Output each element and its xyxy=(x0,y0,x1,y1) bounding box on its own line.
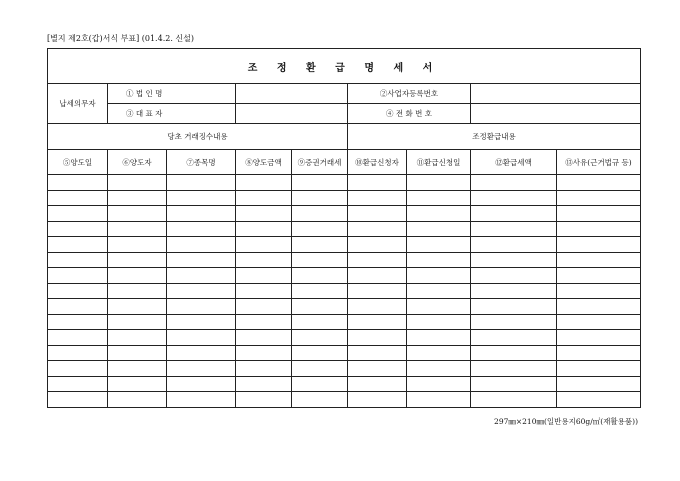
table-cell[interactable] xyxy=(348,345,407,361)
table-cell[interactable] xyxy=(108,175,167,191)
table-cell[interactable] xyxy=(348,299,407,315)
table-cell[interactable] xyxy=(236,299,292,315)
table-cell[interactable] xyxy=(48,221,108,237)
table-cell[interactable] xyxy=(236,268,292,284)
table-cell[interactable] xyxy=(292,206,348,222)
table-cell[interactable] xyxy=(292,392,348,408)
table-cell[interactable] xyxy=(167,252,236,268)
table-cell[interactable] xyxy=(108,268,167,284)
table-cell[interactable] xyxy=(108,330,167,346)
table-cell[interactable] xyxy=(557,221,641,237)
table-cell[interactable] xyxy=(348,314,407,330)
table-cell[interactable] xyxy=(108,345,167,361)
table-cell[interactable] xyxy=(236,376,292,392)
table-cell[interactable] xyxy=(108,299,167,315)
table-cell[interactable] xyxy=(292,345,348,361)
table-cell[interactable] xyxy=(48,283,108,299)
table-cell[interactable] xyxy=(167,345,236,361)
refund-statement-form xyxy=(47,48,641,408)
corp-name-value[interactable] xyxy=(236,84,348,104)
table-row xyxy=(48,268,641,284)
table-cell[interactable] xyxy=(557,376,641,392)
table-cell[interactable] xyxy=(167,376,236,392)
table-cell[interactable] xyxy=(471,345,557,361)
table-cell[interactable] xyxy=(48,190,108,206)
corp-name-label: ① 법 인 명 xyxy=(108,84,236,104)
table-cell[interactable] xyxy=(167,221,236,237)
table-cell[interactable] xyxy=(407,361,471,377)
table-cell[interactable] xyxy=(348,252,407,268)
table-cell[interactable] xyxy=(557,345,641,361)
table-cell[interactable] xyxy=(407,330,471,346)
table-cell[interactable] xyxy=(236,252,292,268)
col-transfer-amount: ⑧양도금액 xyxy=(236,150,292,175)
table-cell[interactable] xyxy=(407,299,471,315)
table-cell[interactable] xyxy=(292,299,348,315)
table-cell[interactable] xyxy=(167,268,236,284)
table-cell[interactable] xyxy=(471,392,557,408)
table-cell[interactable] xyxy=(292,175,348,191)
table-cell[interactable] xyxy=(236,314,292,330)
table-cell[interactable] xyxy=(348,283,407,299)
table-cell[interactable] xyxy=(407,237,471,253)
table-cell[interactable] xyxy=(236,330,292,346)
table-cell[interactable] xyxy=(348,190,407,206)
table-row xyxy=(48,345,641,361)
table-cell[interactable] xyxy=(48,268,108,284)
table-cell[interactable] xyxy=(471,314,557,330)
table-cell[interactable] xyxy=(48,330,108,346)
table-row xyxy=(48,237,641,253)
table-cell[interactable] xyxy=(48,345,108,361)
table-cell[interactable] xyxy=(471,268,557,284)
table-cell[interactable] xyxy=(471,252,557,268)
col-refund-date: ⑪환급신청일 xyxy=(407,150,471,175)
table-cell[interactable] xyxy=(48,361,108,377)
table-cell[interactable] xyxy=(407,252,471,268)
table-cell[interactable] xyxy=(236,190,292,206)
table-row xyxy=(48,252,641,268)
table-cell[interactable] xyxy=(407,376,471,392)
table-cell[interactable] xyxy=(167,206,236,222)
table-row xyxy=(48,314,641,330)
table-cell[interactable] xyxy=(557,283,641,299)
table-cell[interactable] xyxy=(48,252,108,268)
table-cell[interactable] xyxy=(557,206,641,222)
table-cell[interactable] xyxy=(407,345,471,361)
table-cell[interactable] xyxy=(167,190,236,206)
table-cell[interactable] xyxy=(167,299,236,315)
table-cell[interactable] xyxy=(348,361,407,377)
table-cell[interactable] xyxy=(348,175,407,191)
table-cell[interactable] xyxy=(407,283,471,299)
column-header-row xyxy=(48,150,641,175)
table-cell[interactable] xyxy=(236,237,292,253)
representative-label: ③ 대 표 자 xyxy=(108,104,236,124)
table-cell[interactable] xyxy=(407,190,471,206)
table-cell[interactable] xyxy=(557,299,641,315)
table-cell[interactable] xyxy=(292,190,348,206)
table-cell[interactable] xyxy=(167,283,236,299)
table-cell[interactable] xyxy=(48,206,108,222)
table-cell[interactable] xyxy=(471,206,557,222)
table-cell[interactable] xyxy=(236,345,292,361)
phone-label: ④ 전 화 번 호 xyxy=(348,104,471,124)
table-cell[interactable] xyxy=(557,175,641,191)
table-row xyxy=(48,330,641,346)
table-cell[interactable] xyxy=(292,221,348,237)
table-row xyxy=(48,392,641,408)
bizno-label: ②사업자등록번호 xyxy=(348,84,471,104)
table-cell[interactable] xyxy=(407,314,471,330)
table-row xyxy=(48,361,641,377)
table-cell[interactable] xyxy=(292,376,348,392)
col-refund-amount: ⑫환급세액 xyxy=(471,150,557,175)
table-cell[interactable] xyxy=(557,392,641,408)
table-cell[interactable] xyxy=(471,376,557,392)
table-cell[interactable] xyxy=(292,283,348,299)
form-caption: [별지 제2호(갑)서식 부표] (01.4.2. 신설) xyxy=(47,34,194,43)
table-cell[interactable] xyxy=(471,237,557,253)
table-cell[interactable] xyxy=(108,206,167,222)
col-transferor: ⑥양도자 xyxy=(108,150,167,175)
table-cell[interactable] xyxy=(48,299,108,315)
table-cell[interactable] xyxy=(108,190,167,206)
table-cell[interactable] xyxy=(407,221,471,237)
table-cell[interactable] xyxy=(167,330,236,346)
table-cell[interactable] xyxy=(167,361,236,377)
table-cell[interactable] xyxy=(557,314,641,330)
section-original: 당초 거래징수내용 xyxy=(48,124,348,150)
table-cell[interactable] xyxy=(108,252,167,268)
table-cell[interactable] xyxy=(236,221,292,237)
bizno-value[interactable] xyxy=(471,84,641,104)
table-cell[interactable] xyxy=(348,376,407,392)
table-cell[interactable] xyxy=(108,392,167,408)
table-cell[interactable] xyxy=(557,361,641,377)
table-cell[interactable] xyxy=(407,206,471,222)
table-cell[interactable] xyxy=(292,361,348,377)
table-cell[interactable] xyxy=(471,330,557,346)
col-refund-applicant: ⑩환급신청자 xyxy=(348,150,407,175)
table-cell[interactable] xyxy=(167,392,236,408)
table-cell[interactable] xyxy=(348,330,407,346)
table-cell[interactable] xyxy=(236,283,292,299)
paper-spec-footer: 297㎜×210㎜(일반용지60g/㎡(재활용품)) xyxy=(494,417,638,426)
table-cell[interactable] xyxy=(48,376,108,392)
table-row xyxy=(48,299,641,315)
col-reason: ⑬사유(근거법규 등) xyxy=(557,150,641,175)
table-cell[interactable] xyxy=(108,283,167,299)
table-cell[interactable] xyxy=(236,206,292,222)
table-cell[interactable] xyxy=(167,175,236,191)
table-cell[interactable] xyxy=(236,175,292,191)
table-cell[interactable] xyxy=(348,268,407,284)
table-cell[interactable] xyxy=(108,361,167,377)
table-cell[interactable] xyxy=(557,237,641,253)
table-row xyxy=(48,190,641,206)
table-cell[interactable] xyxy=(471,221,557,237)
table-cell[interactable] xyxy=(292,314,348,330)
form-title: 조 정 환 급 명 세 서 xyxy=(48,49,641,84)
table-cell[interactable] xyxy=(108,314,167,330)
table-row xyxy=(48,221,641,237)
table-cell[interactable] xyxy=(557,330,641,346)
table-cell[interactable] xyxy=(48,392,108,408)
table-cell[interactable] xyxy=(48,237,108,253)
table-cell[interactable] xyxy=(407,268,471,284)
table-cell[interactable] xyxy=(348,221,407,237)
table-cell[interactable] xyxy=(471,175,557,191)
taxpayer-label: 납세의무자 xyxy=(48,84,108,124)
table-row xyxy=(48,206,641,222)
table-cell[interactable] xyxy=(407,392,471,408)
table-cell[interactable] xyxy=(557,268,641,284)
table-cell[interactable] xyxy=(348,206,407,222)
table-cell[interactable] xyxy=(557,190,641,206)
table-cell[interactable] xyxy=(236,392,292,408)
table-cell[interactable] xyxy=(108,237,167,253)
col-transfer-date: ⑤양도일 xyxy=(48,150,108,175)
table-cell[interactable] xyxy=(236,361,292,377)
phone-value[interactable] xyxy=(471,104,641,124)
table-row xyxy=(48,376,641,392)
table-cell[interactable] xyxy=(471,190,557,206)
representative-value[interactable] xyxy=(236,104,348,124)
table-cell[interactable] xyxy=(167,237,236,253)
table-cell[interactable] xyxy=(48,314,108,330)
table-cell[interactable] xyxy=(167,314,236,330)
table-cell[interactable] xyxy=(108,221,167,237)
table-cell[interactable] xyxy=(471,299,557,315)
col-stock-name: ⑦종목명 xyxy=(167,150,236,175)
table-cell[interactable] xyxy=(348,392,407,408)
table-cell[interactable] xyxy=(471,283,557,299)
table-cell[interactable] xyxy=(292,268,348,284)
table-cell[interactable] xyxy=(471,361,557,377)
table-cell[interactable] xyxy=(292,237,348,253)
table-row xyxy=(48,175,641,191)
table-cell[interactable] xyxy=(407,175,471,191)
table-cell[interactable] xyxy=(557,252,641,268)
table-cell[interactable] xyxy=(48,175,108,191)
table-cell[interactable] xyxy=(108,376,167,392)
table-cell[interactable] xyxy=(292,330,348,346)
table-cell[interactable] xyxy=(348,237,407,253)
table-cell[interactable] xyxy=(292,252,348,268)
table-row xyxy=(48,283,641,299)
section-adjusted: 조정환급내용 xyxy=(348,124,641,150)
col-securities-tax: ⑨증권거래세 xyxy=(292,150,348,175)
